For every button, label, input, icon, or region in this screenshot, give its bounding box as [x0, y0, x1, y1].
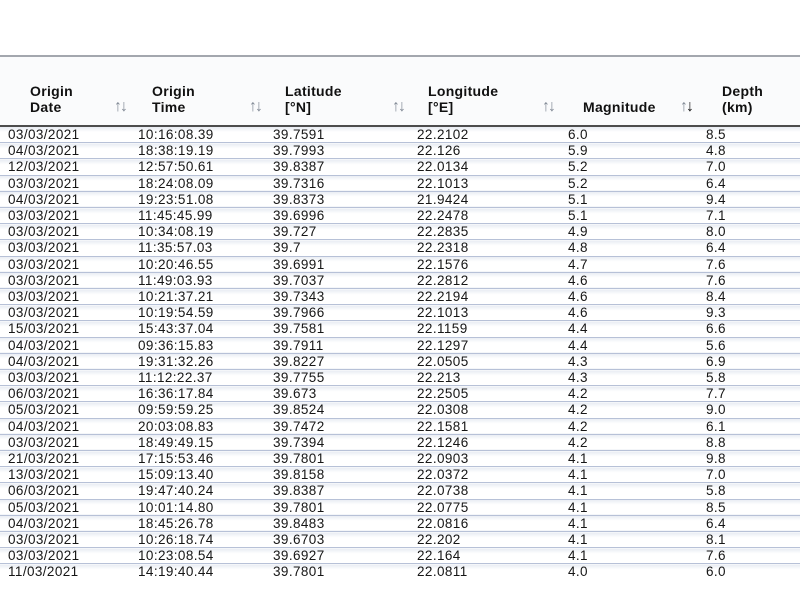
- cell-depth: 6.0: [698, 564, 800, 580]
- column-label-magnitude: [583, 99, 656, 115]
- cell-depth: 7.6: [698, 548, 800, 564]
- table-row: [0, 564, 800, 580]
- table-row: [0, 191, 800, 207]
- column-header-latitude[interactable]: [267, 56, 410, 126]
- cell-longitude: 22.213: [410, 370, 560, 386]
- cell-longitude: 22.1159: [410, 321, 560, 337]
- cell-magnitude: 4.6: [560, 272, 698, 288]
- cell-longitude: 21.9424: [410, 191, 560, 207]
- column-label-origin-time: [152, 83, 195, 115]
- column-label-line2: [°E]: [428, 99, 454, 115]
- cell-origin_time: 10:16:08.39: [132, 126, 267, 143]
- cell-longitude: 22.1297: [410, 337, 560, 353]
- cell-latitude: 39.7755: [267, 370, 410, 386]
- table-row: [0, 532, 800, 548]
- cell-origin_time: 12:57:50.61: [132, 159, 267, 175]
- table-row: [0, 240, 800, 256]
- cell-magnitude: 4.4: [560, 321, 698, 337]
- cell-origin_time: 18:45:26.78: [132, 515, 267, 531]
- cell-origin_date: 03/03/2021: [0, 548, 132, 564]
- cell-depth: 5.8: [698, 370, 800, 386]
- cell-latitude: 39.8387: [267, 483, 410, 499]
- cell-origin_date: 04/03/2021: [0, 515, 132, 531]
- cell-origin_date: 03/03/2021: [0, 208, 132, 224]
- cell-latitude: 39.727: [267, 224, 410, 240]
- cell-depth: 9.3: [698, 305, 800, 321]
- cell-origin_date: 03/03/2021: [0, 289, 132, 305]
- table-row: [0, 208, 800, 224]
- table-row: [0, 434, 800, 450]
- cell-latitude: 39.7966: [267, 305, 410, 321]
- cell-magnitude: 4.3: [560, 370, 698, 386]
- cell-longitude: 22.2505: [410, 386, 560, 402]
- cell-origin_date: 05/03/2021: [0, 499, 132, 515]
- cell-magnitude: 4.6: [560, 305, 698, 321]
- column-label-line1: Origin: [30, 83, 74, 99]
- sort-up-arrow-icon: ↑: [542, 98, 548, 115]
- cell-magnitude: 4.2: [560, 434, 698, 450]
- cell-longitude: 22.2102: [410, 126, 560, 143]
- column-label-latitude: [285, 83, 342, 115]
- cell-magnitude: 4.1: [560, 515, 698, 531]
- cell-origin_time: 16:36:17.84: [132, 386, 267, 402]
- table-row: [0, 451, 800, 467]
- cell-latitude: 39.6991: [267, 256, 410, 272]
- table-row: [0, 353, 800, 369]
- cell-origin_date: 03/03/2021: [0, 532, 132, 548]
- cell-longitude: 22.0903: [410, 451, 560, 467]
- sort-icon-origin-date[interactable]: [114, 99, 128, 115]
- cell-origin_time: 11:45:45.99: [132, 208, 267, 224]
- cell-latitude: 39.7801: [267, 564, 410, 580]
- cell-magnitude: 4.1: [560, 532, 698, 548]
- cell-latitude: 39.6927: [267, 548, 410, 564]
- cell-origin_time: 19:31:32.26: [132, 353, 267, 369]
- cell-magnitude: 4.4: [560, 337, 698, 353]
- cell-depth: 6.4: [698, 175, 800, 191]
- cell-depth: 5.8: [698, 483, 800, 499]
- cell-magnitude: 4.8: [560, 240, 698, 256]
- column-label-line2: (km): [722, 99, 753, 115]
- sort-down-arrow-icon: ↓: [120, 98, 126, 115]
- column-label-origin-date: [30, 83, 73, 115]
- cell-longitude: 22.2835: [410, 224, 560, 240]
- cell-origin_time: 11:12:22.37: [132, 370, 267, 386]
- cell-longitude: 22.1581: [410, 418, 560, 434]
- column-header-depth[interactable]: [698, 56, 800, 126]
- cell-depth: 7.7: [698, 386, 800, 402]
- cell-depth: 6.9: [698, 353, 800, 369]
- cell-origin_time: 10:21:37.21: [132, 289, 267, 305]
- cell-origin_date: 04/03/2021: [0, 337, 132, 353]
- sort-icon-magnitude-active-descending[interactable]: [680, 99, 694, 115]
- sort-up-arrow-icon: ↑: [392, 98, 398, 115]
- cell-latitude: 39.7472: [267, 418, 410, 434]
- table-header: [0, 56, 800, 126]
- cell-origin_time: 11:49:03.93: [132, 272, 267, 288]
- cell-origin_time: 10:19:54.59: [132, 305, 267, 321]
- column-label-longitude: [428, 83, 498, 115]
- sort-icon-longitude[interactable]: [542, 99, 556, 115]
- cell-longitude: 22.0308: [410, 402, 560, 418]
- cell-origin_time: 17:15:53.46: [132, 451, 267, 467]
- sort-icon-origin-time[interactable]: [249, 99, 263, 115]
- cell-latitude: 39.7037: [267, 272, 410, 288]
- column-label-line1: Origin: [152, 83, 196, 99]
- cell-latitude: 39.7801: [267, 451, 410, 467]
- cell-origin_date: 04/03/2021: [0, 143, 132, 159]
- cell-longitude: 22.1013: [410, 305, 560, 321]
- sort-up-arrow-icon: ↑: [114, 98, 120, 115]
- cell-longitude: 22.0775: [410, 499, 560, 515]
- cell-longitude: 22.1576: [410, 256, 560, 272]
- cell-origin_date: 11/03/2021: [0, 564, 132, 580]
- cell-depth: 8.0: [698, 224, 800, 240]
- cell-magnitude: 6.0: [560, 126, 698, 143]
- cell-origin_time: 19:23:51.08: [132, 191, 267, 207]
- sort-up-arrow-icon: ↑: [680, 98, 686, 115]
- cell-longitude: 22.0372: [410, 467, 560, 483]
- cell-longitude: 22.0811: [410, 564, 560, 580]
- table-row: [0, 483, 800, 499]
- cell-origin_time: 09:36:15.83: [132, 337, 267, 353]
- cell-origin_time: 10:20:46.55: [132, 256, 267, 272]
- cell-depth: 9.4: [698, 191, 800, 207]
- cell-depth: 5.6: [698, 337, 800, 353]
- cell-origin_time: 14:19:40.44: [132, 564, 267, 580]
- cell-origin_date: 03/03/2021: [0, 272, 132, 288]
- cell-origin_time: 10:26:18.74: [132, 532, 267, 548]
- cell-latitude: 39.6996: [267, 208, 410, 224]
- column-label-line1: Longitude: [428, 83, 499, 99]
- cell-origin_date: 03/03/2021: [0, 434, 132, 450]
- cell-longitude: 22.0738: [410, 483, 560, 499]
- table-row: [0, 499, 800, 515]
- column-label-line2: Date: [30, 99, 62, 115]
- cell-origin_date: 03/03/2021: [0, 240, 132, 256]
- cell-latitude: 39.7394: [267, 434, 410, 450]
- cell-depth: 8.4: [698, 289, 800, 305]
- cell-latitude: 39.8524: [267, 402, 410, 418]
- cell-latitude: 39.7993: [267, 143, 410, 159]
- column-label-line2: [°N]: [285, 99, 312, 115]
- cell-origin_time: 15:09:13.40: [132, 467, 267, 483]
- cell-depth: 7.6: [698, 256, 800, 272]
- column-header-magnitude[interactable]: [560, 56, 698, 126]
- cell-origin_date: 03/03/2021: [0, 305, 132, 321]
- column-header-longitude[interactable]: [410, 56, 560, 126]
- cell-latitude: 39.8227: [267, 353, 410, 369]
- cell-magnitude: 5.9: [560, 143, 698, 159]
- cell-origin_date: 04/03/2021: [0, 418, 132, 434]
- cell-origin_date: 03/03/2021: [0, 224, 132, 240]
- cell-latitude: 39.7801: [267, 499, 410, 515]
- table-row: [0, 289, 800, 305]
- table-row: [0, 143, 800, 159]
- cell-magnitude: 4.1: [560, 548, 698, 564]
- cell-longitude: 22.164: [410, 548, 560, 564]
- cell-magnitude: 4.0: [560, 564, 698, 580]
- table-row: [0, 402, 800, 418]
- table-row: [0, 337, 800, 353]
- column-label-line1: Magnitude: [583, 99, 656, 115]
- cell-depth: 6.1: [698, 418, 800, 434]
- cell-magnitude: 5.1: [560, 191, 698, 207]
- cell-longitude: 22.202: [410, 532, 560, 548]
- cell-latitude: 39.7581: [267, 321, 410, 337]
- cell-origin_date: 03/03/2021: [0, 370, 132, 386]
- cell-longitude: 22.2812: [410, 272, 560, 288]
- cell-depth: 6.4: [698, 515, 800, 531]
- table-row: [0, 159, 800, 175]
- cell-depth: 7.0: [698, 159, 800, 175]
- cell-depth: 6.6: [698, 321, 800, 337]
- earthquake-table: [0, 55, 800, 580]
- cell-origin_time: 18:38:19.19: [132, 143, 267, 159]
- table-body: [0, 126, 800, 580]
- cell-latitude: 39.8387: [267, 159, 410, 175]
- table-row: [0, 175, 800, 191]
- cell-longitude: 22.0816: [410, 515, 560, 531]
- table-row: [0, 305, 800, 321]
- cell-origin_date: 03/03/2021: [0, 126, 132, 143]
- cell-latitude: 39.673: [267, 386, 410, 402]
- cell-origin_date: 06/03/2021: [0, 483, 132, 499]
- cell-longitude: 22.1013: [410, 175, 560, 191]
- cell-magnitude: 4.1: [560, 483, 698, 499]
- table-row: [0, 370, 800, 386]
- cell-longitude: 22.2194: [410, 289, 560, 305]
- cell-origin_date: 03/03/2021: [0, 175, 132, 191]
- table-row: [0, 467, 800, 483]
- cell-latitude: 39.8483: [267, 515, 410, 531]
- column-label-depth: [722, 83, 763, 115]
- cell-origin_date: 12/03/2021: [0, 159, 132, 175]
- cell-magnitude: 4.1: [560, 499, 698, 515]
- sort-icon-latitude[interactable]: [392, 99, 406, 115]
- cell-latitude: 39.7316: [267, 175, 410, 191]
- table-row: [0, 418, 800, 434]
- cell-origin_time: 15:43:37.04: [132, 321, 267, 337]
- sort-down-arrow-icon: ↓: [548, 98, 554, 115]
- cell-magnitude: 4.1: [560, 451, 698, 467]
- cell-depth: 6.4: [698, 240, 800, 256]
- cell-latitude: 39.7: [267, 240, 410, 256]
- cell-latitude: 39.7911: [267, 337, 410, 353]
- cell-origin_date: 06/03/2021: [0, 386, 132, 402]
- cell-magnitude: 4.2: [560, 418, 698, 434]
- cell-depth: 7.0: [698, 467, 800, 483]
- cell-origin_date: 03/03/2021: [0, 256, 132, 272]
- cell-magnitude: 4.2: [560, 402, 698, 418]
- table-row: [0, 224, 800, 240]
- column-label-line1: Latitude: [285, 83, 342, 99]
- column-header-origin-date[interactable]: [0, 56, 132, 126]
- cell-depth: 9.8: [698, 451, 800, 467]
- cell-latitude: 39.8373: [267, 191, 410, 207]
- table-row: [0, 256, 800, 272]
- sort-down-arrow-icon: ↓: [398, 98, 404, 115]
- cell-depth: 4.8: [698, 143, 800, 159]
- cell-magnitude: 5.2: [560, 175, 698, 191]
- cell-magnitude: 4.6: [560, 289, 698, 305]
- cell-origin_time: 18:24:08.09: [132, 175, 267, 191]
- cell-origin_time: 10:34:08.19: [132, 224, 267, 240]
- cell-origin_date: 04/03/2021: [0, 191, 132, 207]
- sort-up-arrow-icon: ↑: [249, 98, 255, 115]
- cell-longitude: 22.2318: [410, 240, 560, 256]
- table-row: [0, 126, 800, 143]
- cell-magnitude: 5.2: [560, 159, 698, 175]
- cell-origin_time: 11:35:57.03: [132, 240, 267, 256]
- cell-latitude: 39.7343: [267, 289, 410, 305]
- cell-magnitude: 4.2: [560, 386, 698, 402]
- cell-origin_time: 10:01:14.80: [132, 499, 267, 515]
- cell-latitude: 39.7591: [267, 126, 410, 143]
- cell-depth: 8.8: [698, 434, 800, 450]
- table-row: [0, 386, 800, 402]
- cell-origin_time: 10:23:08.54: [132, 548, 267, 564]
- cell-origin_date: 05/03/2021: [0, 402, 132, 418]
- cell-origin_time: 20:03:08.83: [132, 418, 267, 434]
- cell-longitude: 22.1246: [410, 434, 560, 450]
- table-row: [0, 321, 800, 337]
- cell-depth: 8.5: [698, 126, 800, 143]
- cell-longitude: 22.126: [410, 143, 560, 159]
- cell-latitude: 39.6703: [267, 532, 410, 548]
- cell-magnitude: 4.3: [560, 353, 698, 369]
- cell-origin_date: 04/03/2021: [0, 353, 132, 369]
- cell-magnitude: 4.7: [560, 256, 698, 272]
- cell-origin_date: 15/03/2021: [0, 321, 132, 337]
- cell-origin_time: 09:59:59.25: [132, 402, 267, 418]
- cell-origin_date: 13/03/2021: [0, 467, 132, 483]
- cell-origin_time: 18:49:49.15: [132, 434, 267, 450]
- cell-origin_time: 19:47:40.24: [132, 483, 267, 499]
- cell-magnitude: 4.9: [560, 224, 698, 240]
- table-row: [0, 548, 800, 564]
- cell-depth: 7.1: [698, 208, 800, 224]
- cell-origin_date: 21/03/2021: [0, 451, 132, 467]
- column-header-origin-time[interactable]: [132, 56, 267, 126]
- table-row: [0, 515, 800, 531]
- cell-depth: 8.5: [698, 499, 800, 515]
- cell-magnitude: 4.1: [560, 467, 698, 483]
- cell-longitude: 22.0505: [410, 353, 560, 369]
- sort-down-arrow-icon: ↓: [686, 98, 692, 115]
- column-label-line1: Depth: [722, 83, 764, 99]
- cell-longitude: 22.0134: [410, 159, 560, 175]
- cell-depth: 7.6: [698, 272, 800, 288]
- cell-depth: 8.1: [698, 532, 800, 548]
- cell-magnitude: 5.1: [560, 208, 698, 224]
- cell-latitude: 39.8158: [267, 467, 410, 483]
- table-row: [0, 272, 800, 288]
- cell-longitude: 22.2478: [410, 208, 560, 224]
- sort-down-arrow-icon: ↓: [255, 98, 261, 115]
- column-label-line2: Time: [152, 99, 186, 115]
- cell-depth: 9.0: [698, 402, 800, 418]
